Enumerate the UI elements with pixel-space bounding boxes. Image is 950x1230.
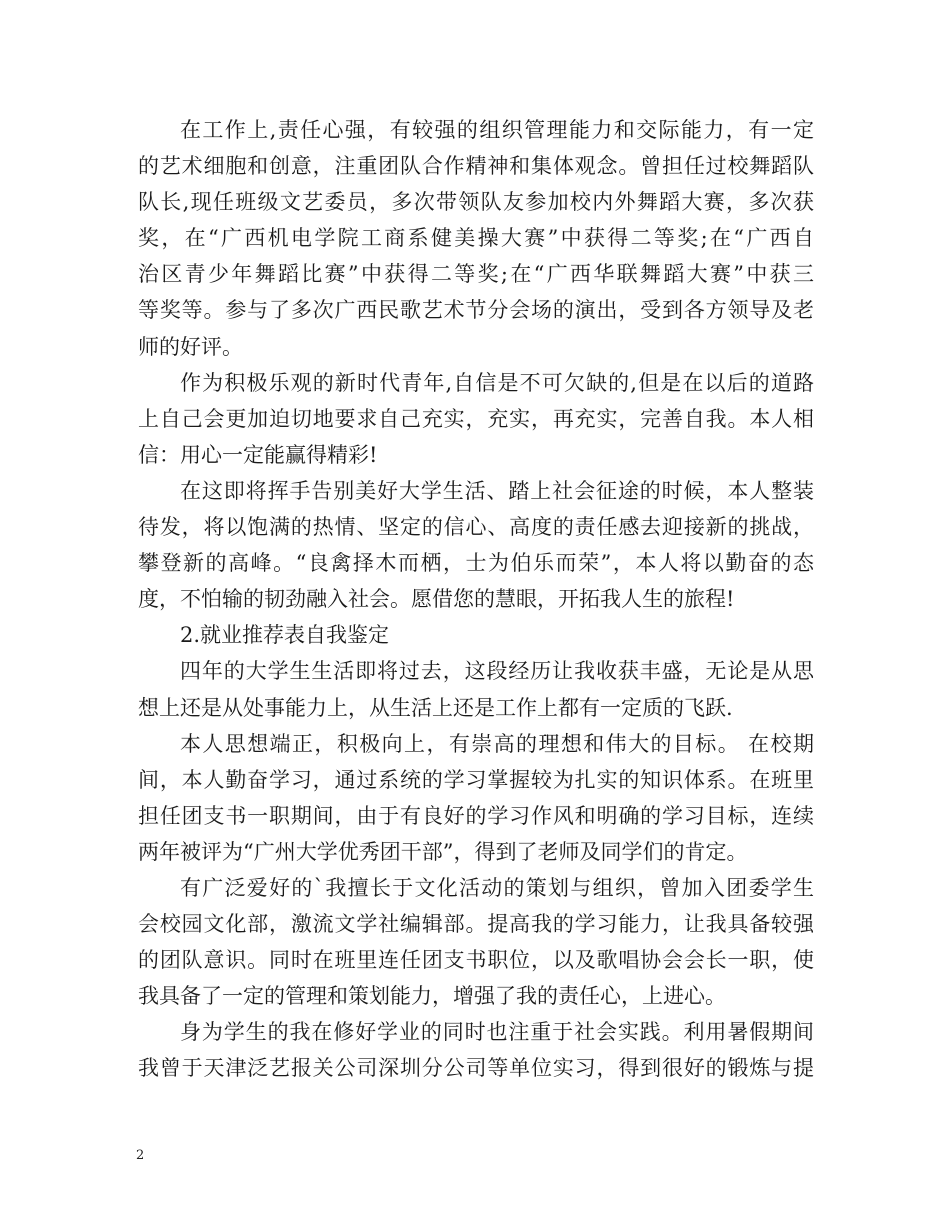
text-line: 想上还是从处事能力上，从生活上还是工作上都有一定质的飞跃. bbox=[138, 695, 733, 720]
text-line: 本人思想端正，积极向上，有崇高的理想和伟大的目标。 在校期 bbox=[180, 731, 814, 756]
text-line: 师的好评。 bbox=[138, 334, 243, 359]
text-line: 度，不怕输的韧劲融入社会。愿借您的慧眼，开拓我人生的旅程! bbox=[138, 587, 735, 612]
text-line: 在这即将挥手告别美好大学生活、踏上社会征途的时候，本人整装 bbox=[180, 478, 814, 503]
text-line: 待发，将以饱满的热情、坚定的信心、高度的责任感去迎接新的挑战， bbox=[138, 515, 814, 540]
text-line: 在工作上,责任心强，有较强的组织管理能力和交际能力，有一定 bbox=[180, 118, 814, 142]
document-body bbox=[138, 112, 814, 1087]
page-number: 2 bbox=[136, 1148, 145, 1163]
text-line: 的团队意识。同时在班里连任团支书职位，以及歌唱协会会长一职，使 bbox=[138, 948, 814, 973]
text-line: 攀登新的高峰。“良禽择木而栖，士为伯乐而荣”，本人将以勤奋的态 bbox=[138, 551, 814, 576]
text-line: 担任团支书一职期间，由于有良好的学习作风和明确的学习目标，连续 bbox=[138, 803, 814, 828]
text-line: 作为积极乐观的新时代青年,自信是不可欠缺的,但是在以后的道路 bbox=[180, 370, 814, 395]
text-line: 信：用心一定能赢得精彩! bbox=[138, 442, 378, 467]
text-line: 的艺术细胞和创意，注重团队合作精神和集体观念。曾担任过校舞蹈队 bbox=[138, 154, 814, 179]
text-line: 会校园文化部，激流文学社编辑部。提高我的学习能力，让我具备较强 bbox=[138, 912, 814, 937]
text-line: 两年被评为“广州大学优秀团干部”，得到了老师及同学们的肯定。 bbox=[138, 839, 748, 864]
text-line: 有广泛爱好的`我擅长于文化活动的策划与组织，曾加入团委学生 bbox=[180, 875, 814, 900]
text-line: 间，本人勤奋学习，通过系统的学习掌握较为扎实的知识体系。在班里 bbox=[138, 767, 814, 792]
text-line: 我具备了一定的管理和策划能力，增强了我的责任心，上进心。 bbox=[138, 984, 726, 1009]
text-line: 上自己会更加迫切地要求自己充实，充实，再充实，完善自我。本人相 bbox=[138, 406, 814, 431]
text-line: 治区青少年舞蹈比赛”中获得二等奖;在“广西华联舞蹈大赛”中获三 bbox=[138, 262, 814, 287]
text-line: 身为学生的我在修好学业的同时也注重于社会实践。利用暑假期间 bbox=[180, 1020, 814, 1045]
text-line: 我曾于天津泛艺报关公司深圳分公司等单位实习，得到很好的锻炼与提 bbox=[138, 1056, 814, 1081]
text-line: 奖，在“广西机电学院工商系健美操大赛”中获得二等奖;在“广西自 bbox=[138, 226, 814, 251]
text-line: 四年的大学生生活即将过去，这段经历让我收获丰盛，无论是从思 bbox=[180, 659, 814, 684]
text-line: 队长,现任班级文艺委员，多次带领队友参加校内外舞蹈大赛，多次获 bbox=[138, 190, 814, 215]
text-line: 等奖等。参与了多次广西民歌艺术节分会场的演出，受到各方领导及老 bbox=[138, 298, 814, 323]
text-line: 2.就业推荐表自我鉴定 bbox=[180, 623, 390, 648]
